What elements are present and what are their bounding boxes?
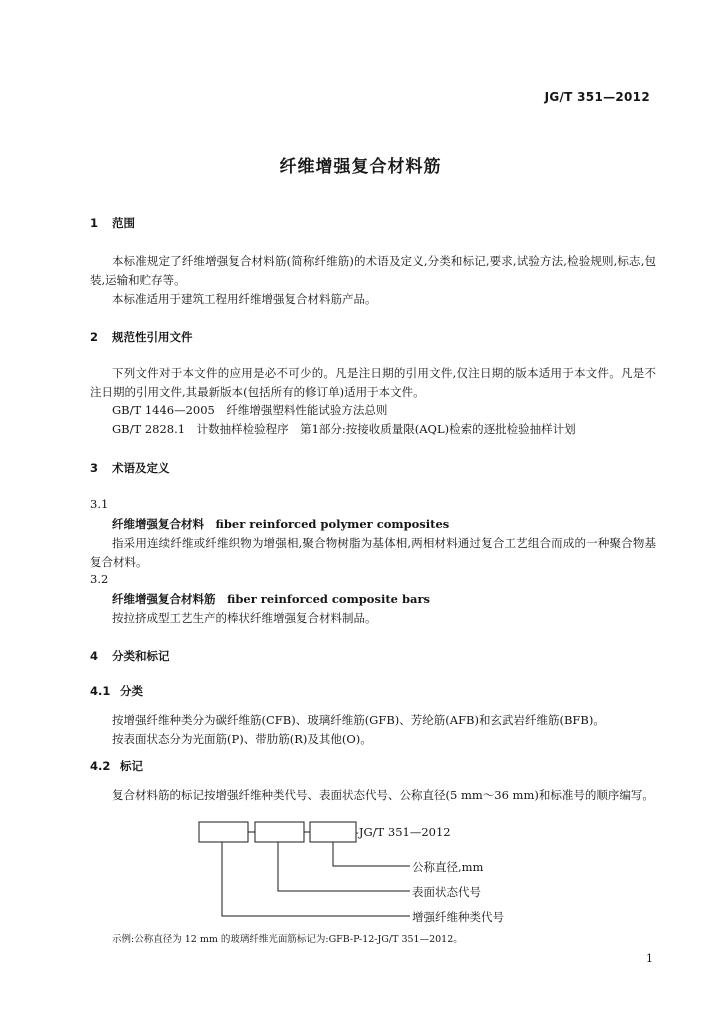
- classification-by-fiber: 按增强纤维种类分为碳纤维筋(CFB)、玻璃纤维筋(GFB)、芳纶筋(AFB)和玄武岩纤维筋(BFB)。: [112, 713, 605, 727]
- diagram-fiber-label: 增强纤维种类代号: [412, 910, 504, 924]
- reference-gbt1446: GB/T 1446—2005 纤维增强塑料性能试验方法总则: [112, 403, 388, 417]
- fiber-leader-line: [222, 842, 410, 916]
- section-number: 1: [90, 216, 99, 230]
- document-title: 纤维增强复合材料筋: [279, 157, 442, 177]
- scope-paragraph-1: 本标准规定了纤维增强复合材料筋(简称纤维筋)的术语及定义,分类和标记,要求,试验方法,检验规则,标志,包装,运输和贮存等。: [90, 254, 656, 287]
- marking-paragraph: 复合材料筋的标记按增强纤维种类代号、表面状态代号、公称直径(5 mm～36 mm)和标准号的顺序编写。: [112, 788, 654, 802]
- section-title: 分类和标记: [112, 649, 170, 663]
- surface-state-box: [255, 822, 304, 842]
- section-number: 4: [90, 649, 99, 663]
- page-number: 1: [646, 952, 653, 965]
- term-3-1-number: 3.1: [90, 497, 109, 511]
- subsection-title: 分类: [120, 684, 143, 698]
- term-3-2-title: 纤维增强复合材料筋 fiber reinforced composite bars: [112, 592, 430, 606]
- subsection-title: 标记: [120, 759, 143, 773]
- section-number: 2: [90, 330, 99, 344]
- diagram-standard-label: -JG/T 351—2012: [355, 825, 451, 839]
- diameter-box: [310, 822, 356, 842]
- section-title: 术语及定义: [112, 461, 170, 475]
- section-title: 范围: [112, 216, 135, 230]
- classification-by-surface: 按表面状态分为光面筋(P)、带肋筋(R)及其他(O)。: [112, 732, 372, 746]
- diameter-leader-line: [333, 842, 410, 866]
- term-3-2-definition: 按拉挤成型工艺生产的棒状纤维增强复合材料制品。: [112, 611, 377, 625]
- section-title: 规范性引用文件: [112, 330, 193, 344]
- scope-paragraph-2: 本标准适用于建筑工程用纤维增强复合材料筋产品。: [112, 292, 377, 306]
- normative-intro-paragraph: 下列文件对于本文件的应用是必不可少的。凡是注日期的引用文件,仅注日期的版本适用于本文件。凡是不注日期的引用文件,其最新版本(包括所有的修订单)适用于本文件。: [90, 366, 656, 399]
- term-3-1-definition: 指采用连续纤维或纤维织物为增强相,聚合物树脂为基体相,两相材料通过复合工艺组合而成的一种聚合物基复合材料。: [90, 536, 656, 569]
- section-number: 3: [90, 461, 99, 475]
- standard-code-header: JG/T 351—2012: [544, 90, 650, 104]
- subsection-number: 4.1: [90, 684, 111, 698]
- reference-gbt2828: GB/T 2828.1 计数抽样检验程序 第1部分:按接收质量限(AQL)检索的逐批检验抽样计划: [112, 422, 576, 436]
- subsection-number: 4.2: [90, 759, 111, 773]
- diagram-surface-label: 表面状态代号: [412, 885, 481, 899]
- diagram-diameter-label: 公称直径,mm: [412, 860, 484, 874]
- term-3-2-number: 3.2: [90, 572, 109, 586]
- term-3-1-title: 纤维增强复合材料 fiber reinforced polymer composites: [112, 517, 450, 531]
- fiber-type-box: [199, 822, 248, 842]
- marking-example: 示例:公称直径为 12 mm 的玻璃纤维光面筋标记为:GFB-P-12-JG/T 351—2012。: [112, 934, 463, 945]
